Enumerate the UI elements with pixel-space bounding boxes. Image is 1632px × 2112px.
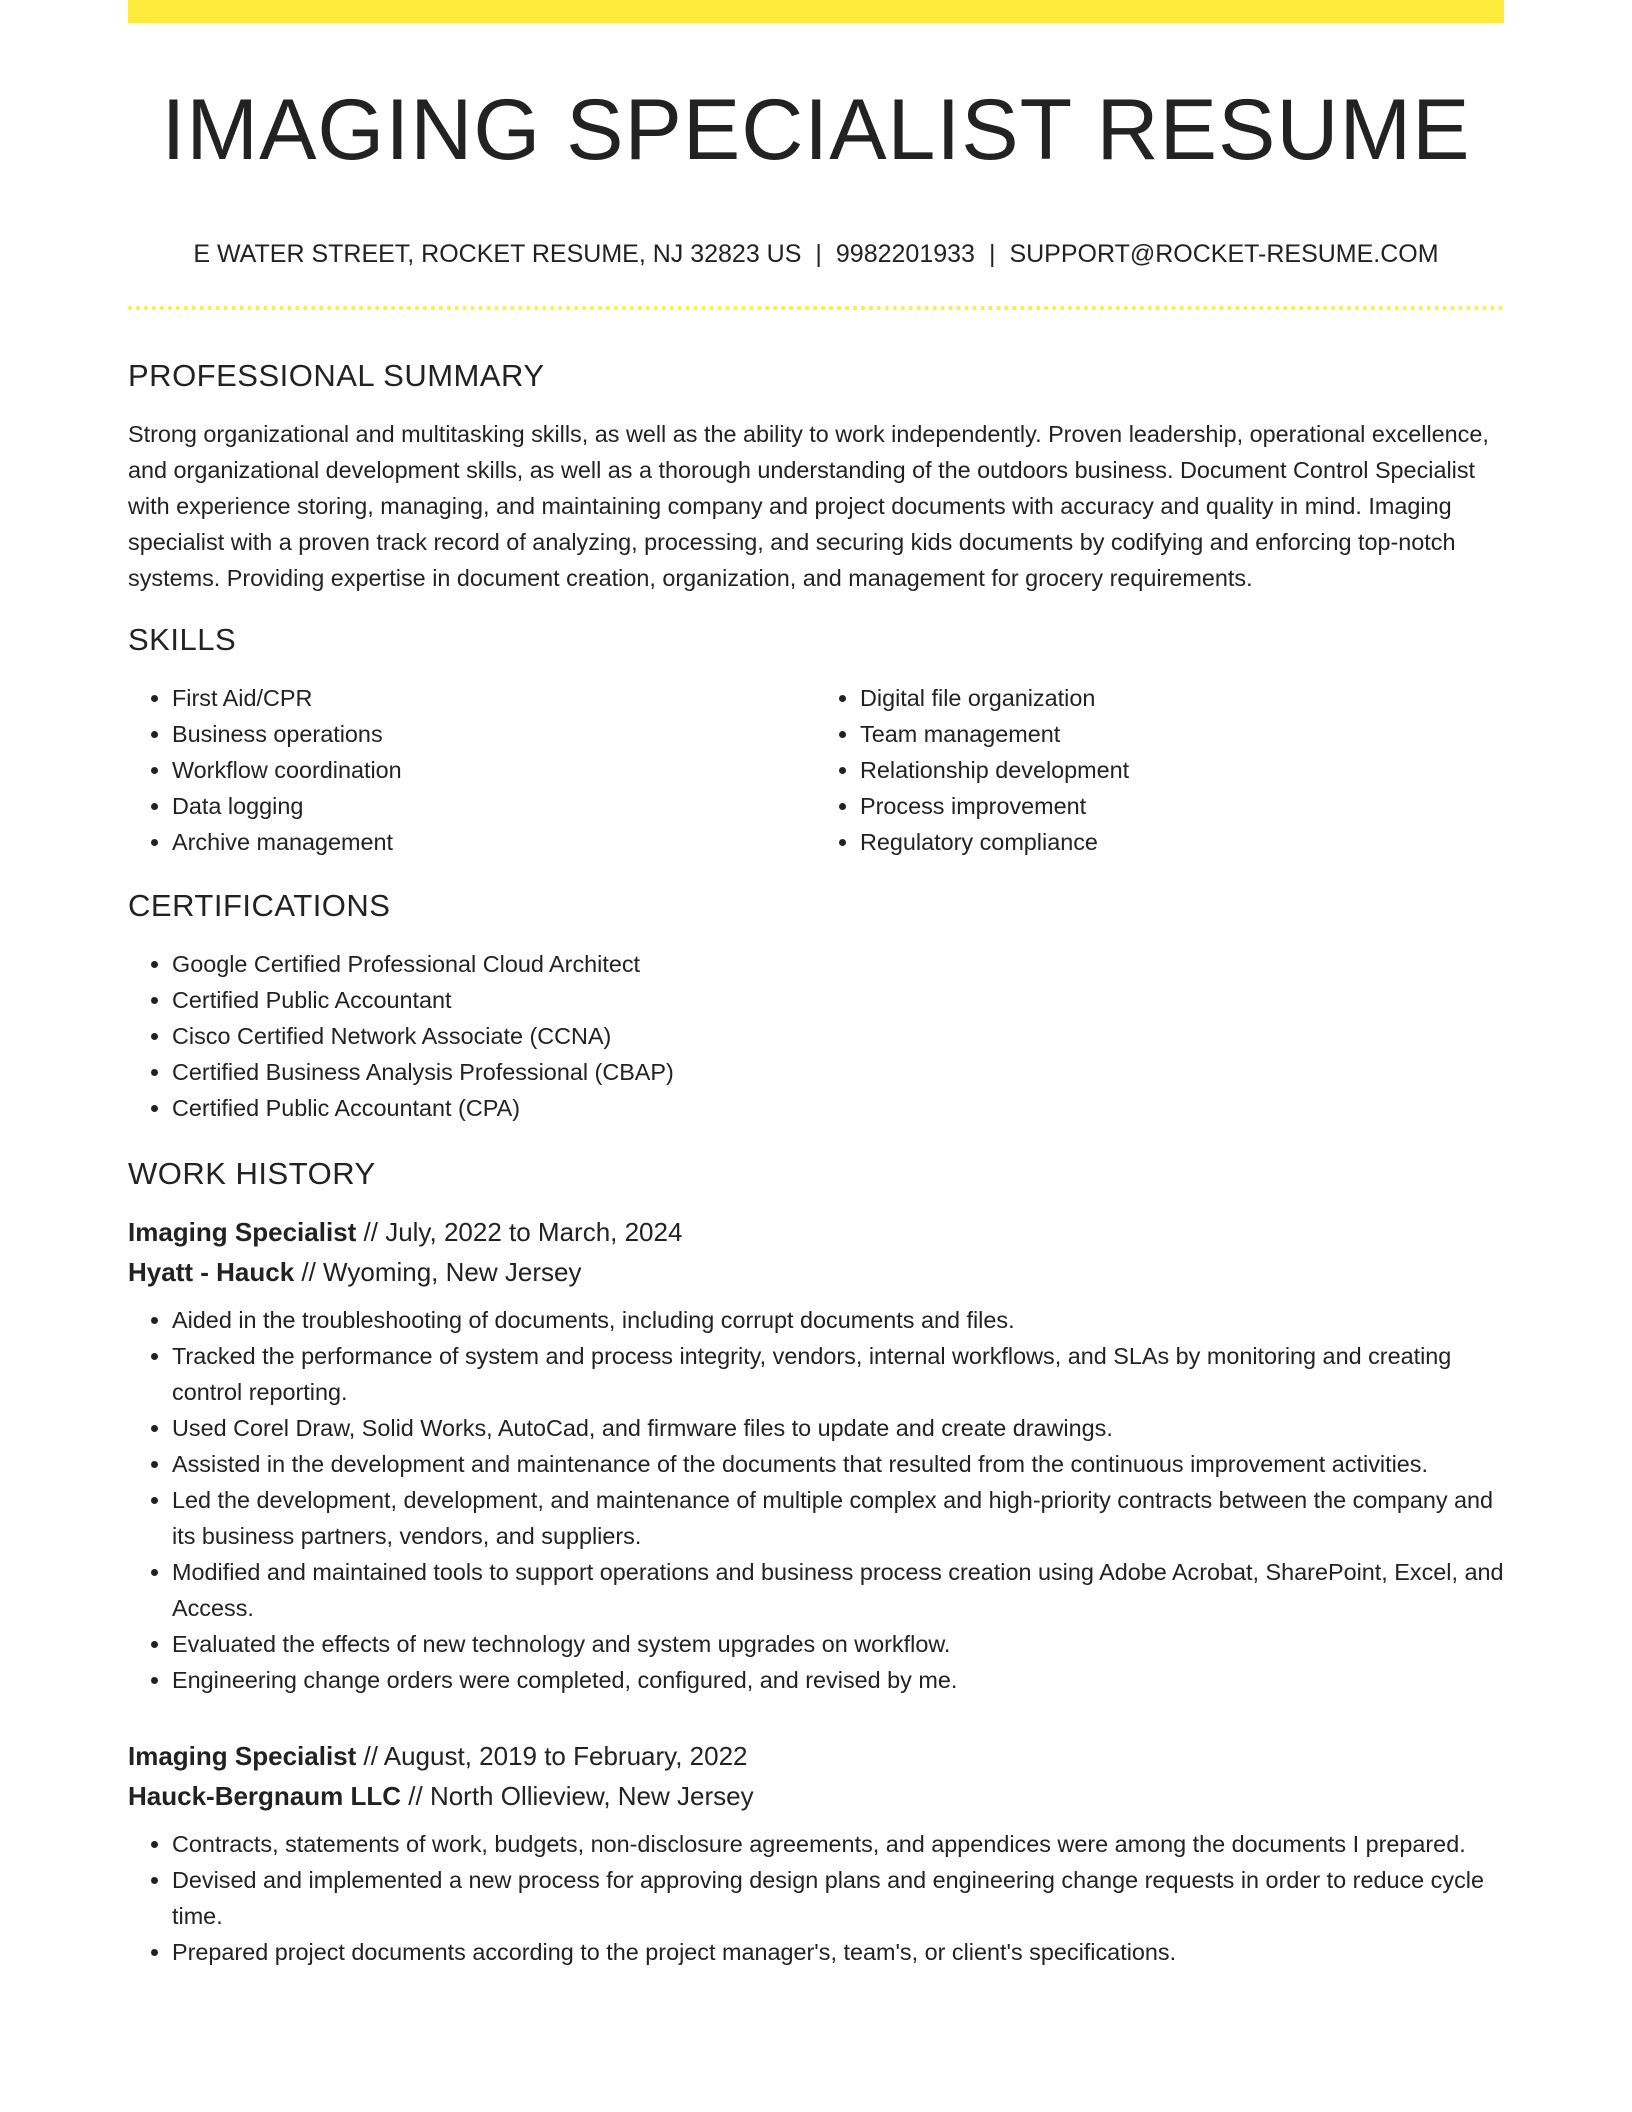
skills-list-right <box>816 680 1504 860</box>
job-bullet: • Contracts, statements of work, budgets, non-disclosure agreements, and appendices were among the documents I prepared. <box>172 1826 1504 1862</box>
job-bullet: • Aided in the troubleshooting of documents, including corrupt documents and files. <box>172 1302 1504 1338</box>
contact-address: E WATER STREET, ROCKET RESUME, NJ 32823 US <box>193 240 802 268</box>
summary-section <box>128 350 1504 596</box>
job-bullet: • Evaluated the effects of new technology and system upgrades on workflow. <box>172 1626 1504 1662</box>
contact-phone[interactable]: 9982201933 <box>835 240 975 268</box>
summary-text: Strong organizational and multitasking skills, as well as the ability to work independently. Proven leadership, operational excellence, and organizational development skills, as well as a thorough understanding of the outdoors business. Document Control Specialist with experience storing, managing, and maintaining company and project documents with accuracy and quality in mind. Imaging specialist with a proven track record of analyzing, processing, and securing kids documents by codifying and enforcing top-notch systems. Providing expertise in document creation, organization, and management for grocery requirements. <box>128 421 1489 591</box>
contact-email[interactable]: SUPPORT@ROCKET-RESUME.COM <box>1009 240 1439 268</box>
skill-item: • Relationship development <box>860 752 1504 788</box>
resume-title: IMAGING SPECIALIST RESUME <box>161 82 1471 178</box>
skills-list-left <box>128 680 816 860</box>
job-dates: // July, 2022 to March, 2024 <box>356 1217 683 1247</box>
skills-heading: SKILLS <box>128 622 237 657</box>
certification-item: • Certified Business Analysis Professional (CBAP) <box>172 1054 1504 1090</box>
job-entry <box>128 1736 1504 1970</box>
resume-body <box>128 350 1504 1970</box>
header-divider <box>128 306 1504 310</box>
job-location: // North Ollieview, New Jersey <box>401 1781 754 1811</box>
certification-item: • Cisco Certified Network Associate (CCNA) <box>172 1018 1504 1054</box>
job-bullet: • Engineering change orders were completed, configured, and revised by me. <box>172 1662 1504 1698</box>
certification-item: • Certified Public Accountant <box>172 982 1504 1018</box>
job-dates: // August, 2019 to February, 2022 <box>356 1741 748 1771</box>
contact-separator: | <box>988 240 996 268</box>
job-bullet: • Led the development, development, and maintenance of multiple complex and high-priority contracts between the company and its business partners, vendors, and suppliers. <box>172 1482 1504 1554</box>
skill-item: • First Aid/CPR <box>172 680 816 716</box>
certifications-heading: CERTIFICATIONS <box>128 888 391 923</box>
job-bullet: • Prepared project documents according to the project manager's, team's, or client's specifications. <box>172 1934 1504 1970</box>
job-bullets <box>128 1826 1504 1970</box>
certifications-list <box>128 946 1504 1126</box>
job-company-line <box>128 1252 1504 1292</box>
summary-heading: PROFESSIONAL SUMMARY <box>128 358 545 393</box>
job-bullet: • Devised and implemented a new process for approving design plans and engineering change requests in order to reduce cycle time. <box>172 1862 1504 1934</box>
work-history-section <box>128 1148 1504 1970</box>
job-entry <box>128 1212 1504 1698</box>
job-bullet: • Used Corel Draw, Solid Works, AutoCad, and firmware files to update and create drawings. <box>172 1410 1504 1446</box>
skill-item: • Business operations <box>172 716 816 752</box>
job-title-line <box>128 1212 1504 1252</box>
work-history-heading: WORK HISTORY <box>128 1156 376 1191</box>
job-location: // Wyoming, New Jersey <box>294 1257 582 1287</box>
job-title: Imaging Specialist <box>128 1741 357 1771</box>
skills-columns <box>128 680 1504 860</box>
certification-item: • Certified Public Accountant (CPA) <box>172 1090 1504 1126</box>
job-bullet: • Assisted in the development and maintenance of the documents that resulted from the continuous improvement activities. <box>172 1446 1504 1482</box>
job-company-line <box>128 1776 1504 1816</box>
contact-separator: | <box>815 240 822 268</box>
job-bullets <box>128 1302 1504 1698</box>
skill-item: • Archive management <box>172 824 816 860</box>
skills-section <box>128 614 1504 860</box>
job-company: Hyatt - Hauck <box>128 1257 295 1287</box>
skill-item: • Digital file organization <box>860 680 1504 716</box>
job-title: Imaging Specialist <box>128 1217 357 1247</box>
skill-item: • Process improvement <box>860 788 1504 824</box>
skill-item: • Regulatory compliance <box>860 824 1504 860</box>
certification-item: • Google Certified Professional Cloud Architect <box>172 946 1504 982</box>
job-title-line <box>128 1736 1504 1776</box>
skill-item: • Data logging <box>172 788 816 824</box>
certifications-section <box>128 880 1504 1126</box>
contact-line <box>128 236 1504 272</box>
skill-item: • Team management <box>860 716 1504 752</box>
job-bullet: • Modified and maintained tools to support operations and business process creation using Adobe Acrobat, SharePoint, Excel, and Access. <box>172 1554 1504 1626</box>
job-company: Hauck-Bergnaum LLC <box>128 1781 402 1811</box>
skill-item: • Workflow coordination <box>172 752 816 788</box>
top-accent-bar <box>128 0 1504 23</box>
job-bullet: • Tracked the performance of system and process integrity, vendors, internal workflows, and SLAs by monitoring and creating control reporting. <box>172 1338 1504 1410</box>
